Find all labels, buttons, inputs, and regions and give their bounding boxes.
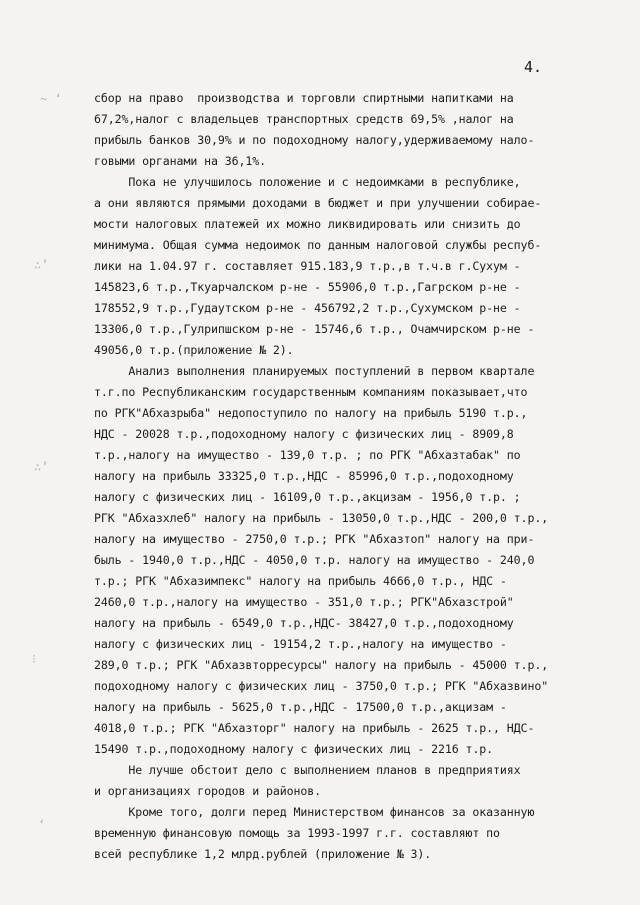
- text-line: лики на 1.04.97 г. составляет 915.183,9 т.р.,в т.ч.в г.Сухум -: [94, 259, 521, 273]
- text-line: мости налоговых платежей их можно ликвидировать или снизить до: [94, 217, 521, 231]
- text-line: временную финансовую помощь за 1993-1997 г.г. составляют по: [94, 826, 500, 840]
- text-line: прибыль банков 30,9% и по подоходному налогу,удерживаемому нало-: [94, 133, 535, 147]
- page-number: 4.: [524, 58, 543, 76]
- text-line: 2460,0 т.р.,налогу на имущество - 351,0 т.р.; РГК"Абхазстрой": [94, 595, 514, 609]
- text-line: подоходному налогу с физических лиц - 3750,0 т.р.; РГК "Абхазвино": [94, 679, 549, 693]
- document-body: [94, 88, 614, 865]
- text-line: налогу с физических лиц - 16109,0 т.р.,акцизам - 1956,0 т.р. ;: [94, 490, 521, 504]
- text-line: быль - 1940,0 т.р.,НДС - 4050,0 т.р. налогу на имущество - 240,0: [94, 553, 535, 567]
- binding-hole-mark: ⁝: [32, 652, 36, 666]
- paragraph-start-line: Анализ выполнения планируемых поступлений в первом квартале: [94, 364, 535, 378]
- text-line: 49056,0 т.р.(приложение № 2).: [94, 343, 294, 357]
- paragraph-start-line: Кроме того, долги перед Министерством финансов за оказанную: [94, 805, 535, 819]
- text-line: 145823,6 т.р.,Ткуарчалском р-не - 55906,0 т.р.,Гагрском р-не -: [94, 280, 521, 294]
- text-line: налогу на имущество - 2750,0 т.р.; РГК "Абхазтоп" налогу на при-: [94, 532, 535, 546]
- binding-hole-mark: ∴’: [34, 460, 49, 474]
- binding-hole-mark: ∴’: [34, 258, 49, 272]
- text-line: налогу на прибыль - 6549,0 т.р.,НДС- 38427,0 т.р.,подоходному: [94, 616, 514, 630]
- text-line: и организациях городов и районов.: [94, 784, 322, 798]
- text-line: т.р.; РГК "Абхазимпекс" налогу на прибыль 4666,0 т.р., НДС -: [94, 574, 507, 588]
- paragraph-start-line: Пока не улучшилось положение и с недоимками в республике,: [94, 175, 521, 189]
- text-line: по РГК"Абхазрыба" недопоступило по налогу на прибыль 5190 т.р.,: [94, 406, 528, 420]
- binding-hole-mark: ~ ‘: [40, 92, 62, 106]
- text-line: минимума. Общая сумма недоимок по данным налоговой службы респуб-: [94, 238, 542, 252]
- text-line: всей республике 1,2 млрд.рублей (приложение № 3).: [94, 847, 432, 861]
- text-line: т.г.по Республиканским государственным компаниям показывает,что: [94, 385, 528, 399]
- paragraph-start-line: Не лучше обстоит дело с выполнением планов в предприятиях: [94, 763, 521, 777]
- text-line: налогу на прибыль 33325,0 т.р.,НДС - 85996,0 т.р.,подоходному: [94, 469, 514, 483]
- text-line: 4018,0 т.р.; РГК "Абхазторг" налогу на прибыль - 2625 т.р., НДС-: [94, 721, 535, 735]
- text-line: РГК "Абхазхлеб" налогу на прибыль - 13050,0 т.р.,НДС - 200,0 т.р.,: [94, 511, 549, 525]
- text-line: говыми органами на 36,1%.: [94, 154, 267, 168]
- binding-hole-mark: ‘: [38, 818, 46, 832]
- text-line: 178552,9 т.р.,Гудаутском р-не - 456792,2 т.р.,Сухумском р-не -: [94, 301, 521, 315]
- text-line: 67,2%,налог с владельцев транспортных средств 69,5% ,налог на: [94, 112, 514, 126]
- text-line: т.р.,налогу на имущество - 139,0 т.р. ; по РГК "Абхазтабак" по: [94, 448, 521, 462]
- text-line: 13306,0 т.р.,Гулрипшском р-не - 15746,6 т.р., Очамчирском р-не -: [94, 322, 535, 336]
- text-line: 289,0 т.р.; РГК "Абхазвторресурсы" налогу на прибыль - 45000 т.р.,: [94, 658, 549, 672]
- text-line: налогу с физических лиц - 19154,2 т.р.,налогу на имущество -: [94, 637, 507, 651]
- text-line: НДС - 20028 т.р.,подоходному налогу с физических лиц - 8909,8: [94, 427, 514, 441]
- text-line: а они являются прямыми доходами в бюджет и при улучшении собирае-: [94, 196, 542, 210]
- text-line: сбор на право производства и торговли спиртными напитками на: [94, 91, 514, 105]
- text-line: 15490 т.р.,подоходному налогу с физических лиц - 2216 т.р.: [94, 742, 494, 756]
- text-line: налогу на прибыль - 5625,0 т.р.,НДС - 17500,0 т.р.,акцизам -: [94, 700, 507, 714]
